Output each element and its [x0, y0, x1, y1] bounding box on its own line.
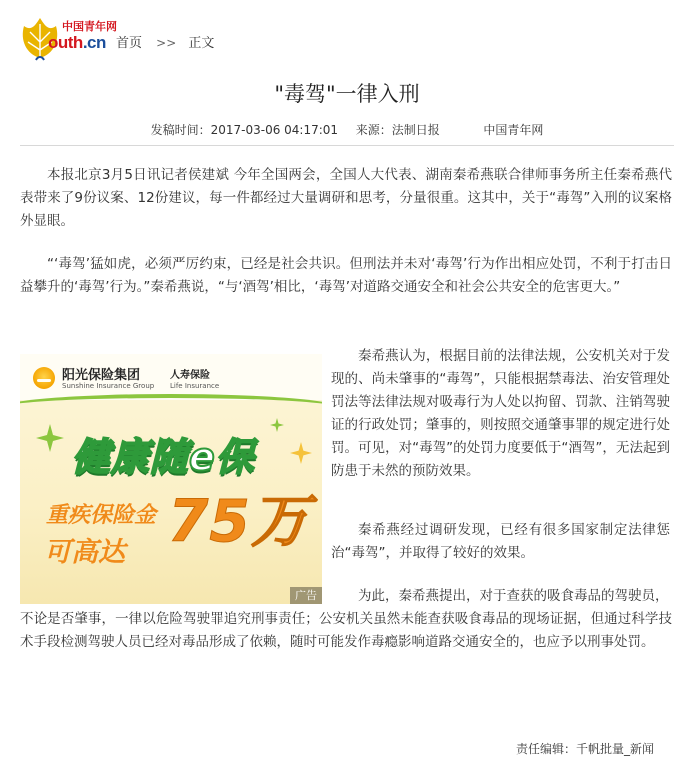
title-divider [20, 145, 674, 146]
responsible-editor: 责任编辑：千帆批量_新闻 [515, 742, 654, 756]
site-logo[interactable] [18, 14, 117, 62]
ad-label-badge: 广告 [290, 587, 322, 604]
ad-tagline-2: 可高达 [44, 537, 125, 568]
sparkle-star-icon [36, 424, 64, 452]
meta-date-label: 发稿时间： [150, 123, 211, 137]
article-meta [0, 121, 694, 138]
article-paragraph-4: 秦希燕经过调研发现，已经有很多国家制定法律惩治“毒驾”，并取得了较好的效果。 [331, 522, 670, 561]
logo-cn-text: 中国青年网 [62, 20, 117, 33]
article-paragraph-3: 秦希燕认为，根据目前的法律法规，公安机关对于发现的、尚未肇事的“毒驾”，只能根据禁毒法、治安管理处罚法等法律法规对吸毒行为人处以拘留、罚款、注销驾驶证的行政处罚；肇事的，则按照交通肇事罪的规定进行处罚。可见，对“毒驾”的处罚力度要低于“酒驾”，无法起到防患于未然的预防效果。 [331, 348, 670, 479]
ad-sub-brand-en: Life Insurance [170, 382, 220, 390]
sparkle-star-icon [290, 442, 312, 464]
ad-amount: 75万 [168, 487, 310, 555]
sparkle-star-icon [270, 418, 284, 432]
breadcrumb-separator: >> [156, 36, 177, 50]
article-paragraph-5-start: 为此，秦希燕提出，对于查获的吸食毒品的驾驶员， [358, 588, 669, 604]
meta-source: 法制日报 [391, 123, 440, 137]
breadcrumb-home-link[interactable]: 首页 [116, 36, 143, 51]
insurance-ad-banner[interactable] [20, 354, 322, 604]
ad-sub-brand: 人寿保险 [170, 370, 210, 381]
article-paragraph-2: “‘毒驾’猛如虎，必须严厉约束，已经是社会共识。但刑法并未对‘毒驾’行为作出相应处罚，不利于打击日益攀升的‘毒驾’行为。”秦希燕说，“与‘酒驾’相比，‘毒驾’对道路交通安全和社会公共安全的危害更大。” [20, 256, 672, 295]
article-paragraph-5-rest: 不论是否肇事，一律以危险驾驶罪追究刑事责任；公安机关虽然未能查获吸食毒品的现场证据，但通过科学技术手段检测驾驶人员已经对毒品形成了依赖，随时可能发作毒瘾影响道路交通安全的，也应予以刑事处罚。 [20, 611, 672, 650]
article-title: "毒驾"一律入刑 [274, 82, 420, 106]
sun-logo-icon [33, 367, 55, 389]
breadcrumb-current: 正文 [188, 36, 215, 51]
meta-date: 2017-03-06 04:17:01 [210, 123, 339, 137]
ad-brand: 阳光保险集团 [62, 368, 141, 383]
ad-tagline-1: 重疾保险金 [46, 503, 157, 528]
breadcrumb [116, 32, 214, 51]
site-header [0, 0, 694, 70]
meta-site: 中国青年网 [483, 123, 544, 137]
article-paragraph-1: 本报北京3月5日讯记者侯建斌 今年全国两会，全国人大代表、湖南秦希燕联合律师事务所主任秦希燕代表带来了9份议案、12份建议，每一件都经过大量调研和思考，分量很重。这其中，关于“毒驾”入刑的议案格外显眼。 [20, 167, 672, 229]
ad-headline: 健康随e保 [72, 435, 255, 479]
logo-en-text: outh.cn [48, 33, 106, 52]
ad-brand-en: Sunshine Insurance Group [62, 382, 155, 390]
meta-source-label: 来源： [355, 123, 392, 137]
